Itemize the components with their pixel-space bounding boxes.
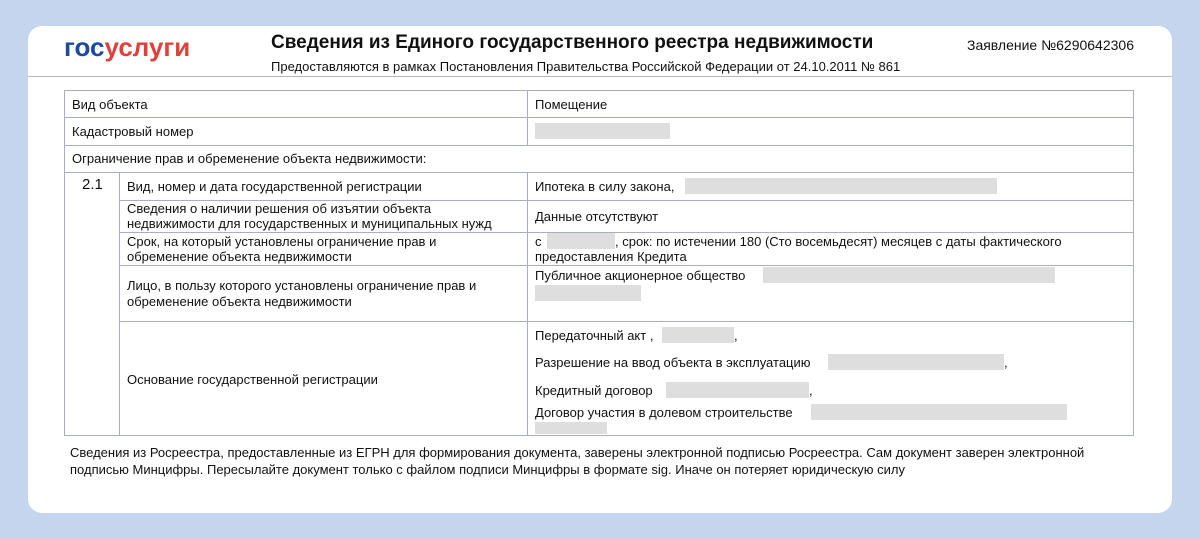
object-type-label: Вид объекта: [72, 97, 148, 112]
signature-notice-line2: подписью Минцифры. Пересылайте документ только с файлом подписи Минцифры в формате sig. Иначе он потеряет юридическую силу: [70, 462, 905, 477]
basis-doc-credit-agreement: Кредитный договор: [535, 383, 653, 398]
restrictions-heading: Ограничение прав и обременение объекта недвижимости:: [72, 151, 427, 166]
redacted-beneficiary-name-cont: [535, 285, 641, 301]
logo-part-uslugi: услуги: [104, 32, 191, 62]
restriction-term-prefix: с: [535, 234, 542, 249]
column-divider: [527, 91, 528, 145]
redacted-beneficiary-name: [763, 267, 1055, 283]
basis-doc-comma: ,: [734, 328, 738, 343]
row-divider: [65, 117, 1133, 118]
redacted-credit-agreement: [666, 382, 809, 398]
restriction-term-label-line2: обременение объекта недвижимости: [127, 249, 352, 264]
row-divider: [119, 321, 1133, 322]
column-divider: [119, 172, 120, 436]
redacted-commissioning-permit: [828, 354, 1004, 370]
redacted-transfer-act: [662, 327, 734, 343]
beneficiary-label-line1: Лицо, в пользу которого установлены ограничение прав и: [127, 278, 477, 293]
section-number: 2.1: [82, 176, 103, 193]
row-divider: [119, 265, 1133, 266]
basis-doc-commissioning-permit: Разрешение на ввод объекта в эксплуатацию: [535, 355, 811, 370]
basis-doc-comma: ,: [1004, 355, 1008, 370]
redacted-registration-number: [685, 178, 997, 194]
row-divider: [65, 172, 1133, 173]
seizure-decision-label-line1: Сведения о наличии решения об изъятии объекта: [127, 201, 432, 216]
redacted-start-date: [547, 233, 615, 249]
basis-doc-comma: ,: [809, 383, 813, 398]
row-divider: [119, 232, 1133, 233]
registration-type-label: Вид, номер и дата государственной регистрации: [127, 179, 422, 194]
basis-doc-transfer-act: Передаточный акт ,: [535, 328, 654, 343]
row-divider: [65, 145, 1133, 146]
beneficiary-label-line2: обременение объекта недвижимости: [127, 294, 352, 309]
seizure-decision-value: Данные отсутствуют: [535, 209, 659, 224]
redacted-shared-construction: [811, 404, 1067, 420]
restriction-term-value-line1: , срок: по истечении 180 (Сто восемьдесят) месяцев с даты фактического: [615, 234, 1062, 249]
basis-doc-shared-construction: Договор участия в долевом строительстве: [535, 405, 793, 420]
column-divider: [527, 172, 528, 436]
registration-type-value: Ипотека в силу закона,: [535, 179, 675, 194]
page-subtitle: Предоставляются в рамках Постановления Правительства Российской Федерации от 24.10.2011 № 861: [271, 59, 901, 74]
logo-part-gos: гос: [64, 32, 105, 62]
redacted-shared-construction-cont: [535, 422, 607, 434]
header-divider: [28, 76, 1172, 77]
cadastral-number-label: Кадастровый номер: [72, 124, 194, 139]
registration-basis-label: Основание государственной регистрации: [127, 372, 378, 387]
document-card: [28, 26, 1172, 513]
restriction-term-label-line1: Срок, на который установлены ограничение прав и: [127, 234, 437, 249]
gosuslugi-logo[interactable]: [64, 32, 190, 63]
restriction-term-value-line2: предоставления Кредита: [535, 249, 687, 264]
signature-notice-line1: Сведения из Росреестра, предоставленные из ЕГРН для формирования документа, заверены электронной подписью Росреестра. Сам документ заверен электронной: [70, 445, 1085, 460]
redacted-cadastral-number: [535, 123, 670, 139]
registry-table: [64, 90, 1134, 436]
object-type-value: Помещение: [535, 97, 608, 112]
seizure-decision-label-line2: недвижимости для государственных и муниципальных нужд: [127, 216, 492, 231]
signature-notice: [70, 444, 1140, 478]
beneficiary-value: Публичное акционерное общество: [535, 268, 746, 283]
application-number: Заявление №6290642306: [966, 37, 1134, 53]
page-title: Сведения из Единого государственного реестра недвижимости: [271, 32, 874, 53]
